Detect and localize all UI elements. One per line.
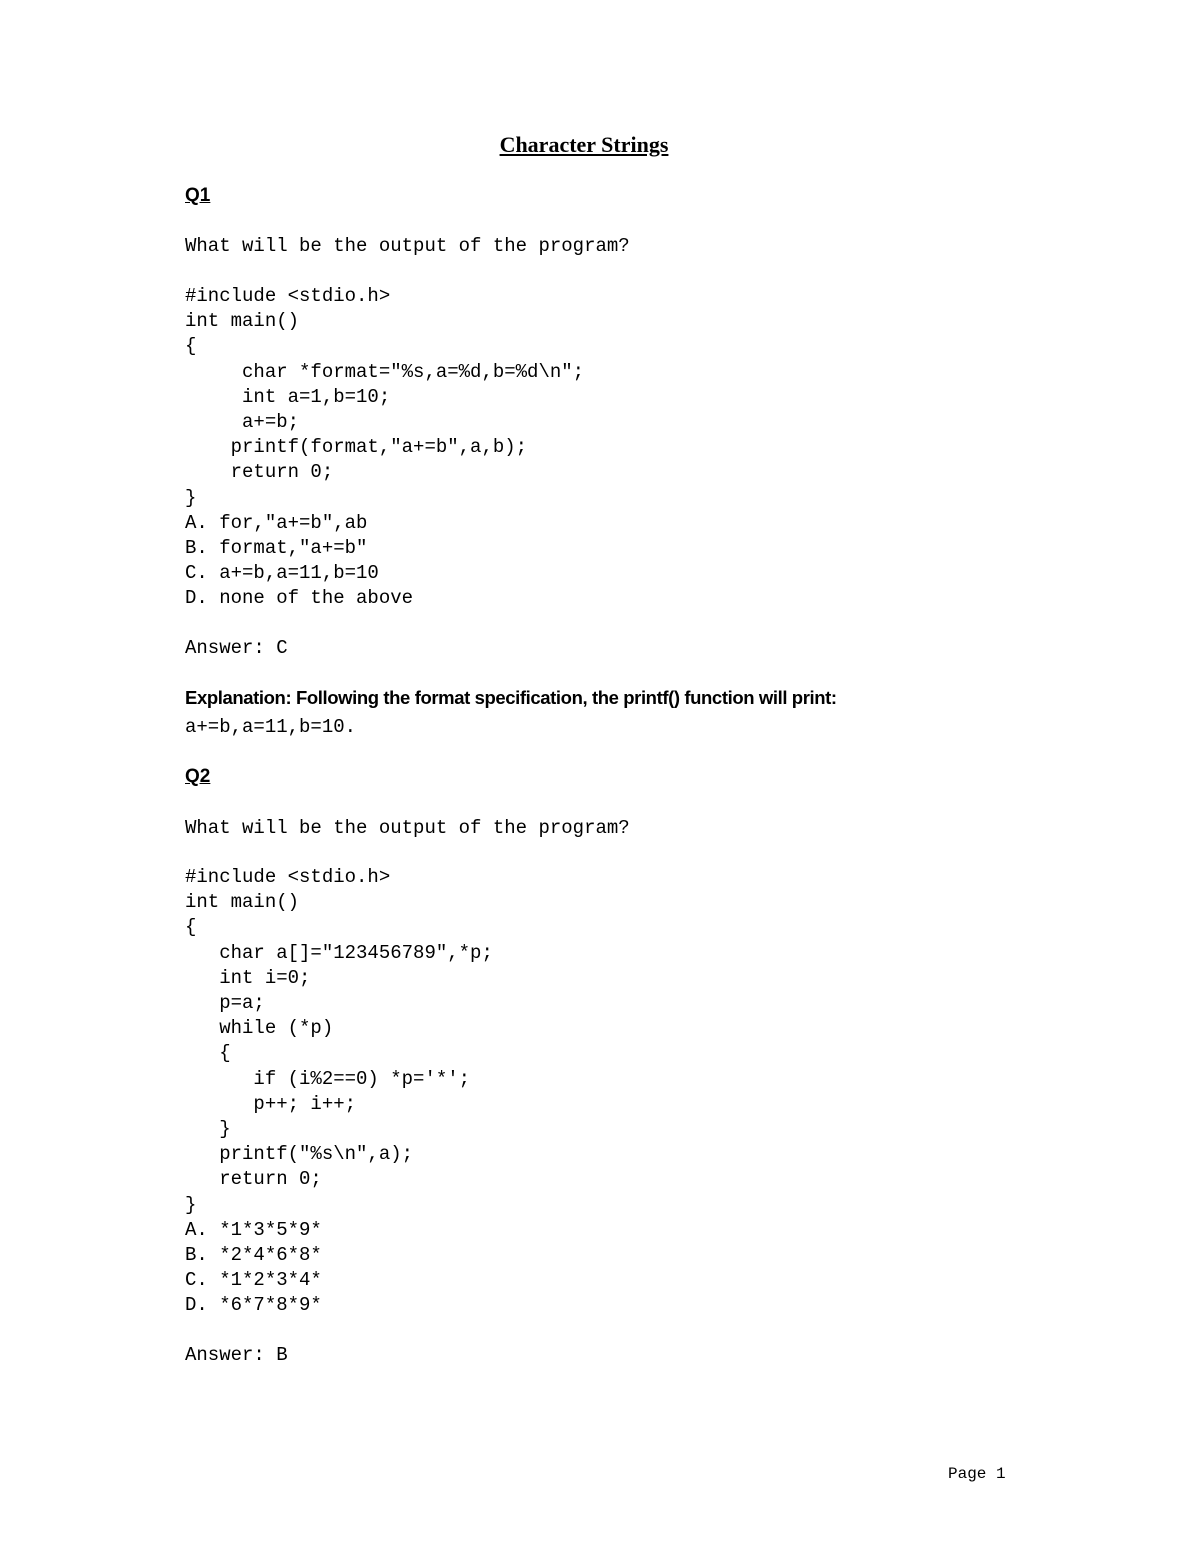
q2-code-line: #include <stdio.h> bbox=[185, 866, 391, 888]
q2-code-line: while (*p) bbox=[185, 1017, 334, 1040]
q1-code-line: char *format="%s,a=%d,b=%d\n"; bbox=[185, 360, 585, 383]
q2-code-line: p++; i++; bbox=[185, 1092, 357, 1115]
q1-answer: Answer: C bbox=[185, 637, 288, 659]
q2-code-line: int main() bbox=[185, 891, 300, 914]
q1-code-block bbox=[185, 284, 584, 612]
q2-option-d: D. *6*7*8*9* bbox=[185, 1294, 322, 1317]
q1-option-d: D. none of the above bbox=[185, 587, 414, 610]
q1-code-line: a+=b; bbox=[185, 411, 300, 434]
q2-code-line: return 0; bbox=[185, 1168, 322, 1191]
q2-option-a: A. *1*3*5*9* bbox=[185, 1218, 322, 1241]
q2-option-c: C. *1*2*3*4* bbox=[185, 1269, 322, 1292]
q1-code-line: return 0; bbox=[185, 461, 334, 484]
q2-answer: Answer: B bbox=[185, 1344, 288, 1366]
q1-code-line: } bbox=[185, 486, 197, 509]
q2-prompt: What will be the output of the program? bbox=[185, 817, 630, 839]
q2-code-line: { bbox=[185, 1042, 231, 1065]
q1-option-b: B. format,"a+=b" bbox=[185, 537, 368, 560]
q1-code-line: printf(format,"a+=b",a,b); bbox=[185, 436, 528, 459]
q1-option-c: C. a+=b,a=11,b=10 bbox=[185, 562, 379, 585]
q2-code-block bbox=[185, 865, 493, 1319]
q1-prompt: What will be the output of the program? bbox=[185, 235, 630, 257]
q2-label: Q2 bbox=[185, 766, 211, 787]
q2-code-line: } bbox=[185, 1118, 231, 1141]
q1-option-a: A. for,"a+=b",ab bbox=[185, 511, 368, 534]
q1-code-line: #include <stdio.h> bbox=[185, 285, 391, 307]
q1-code-line: { bbox=[185, 335, 197, 358]
q1-explanation-code: a+=b,a=11,b=10. bbox=[185, 716, 357, 738]
page-number: Page 1 bbox=[948, 1465, 1006, 1483]
q2-code-line: p=a; bbox=[185, 992, 265, 1015]
q2-code-line: printf("%s\n",a); bbox=[185, 1143, 414, 1166]
q1-explanation: Explanation: Following the format specification, the printf() function will print: bbox=[185, 687, 837, 708]
q2-code-line: { bbox=[185, 916, 197, 939]
q1-code-line: int a=1,b=10; bbox=[185, 385, 391, 408]
q2-code-line: int i=0; bbox=[185, 966, 311, 989]
page-title: Character Strings bbox=[499, 132, 669, 157]
q2-code-line: char a[]="123456789",*p; bbox=[185, 941, 493, 964]
q2-code-line: if (i%2==0) *p='*'; bbox=[185, 1067, 471, 1090]
q1-code-line: int main() bbox=[185, 310, 300, 333]
q2-option-b: B. *2*4*6*8* bbox=[185, 1244, 322, 1267]
q2-code-line: } bbox=[185, 1193, 197, 1216]
q1-label: Q1 bbox=[185, 185, 211, 206]
